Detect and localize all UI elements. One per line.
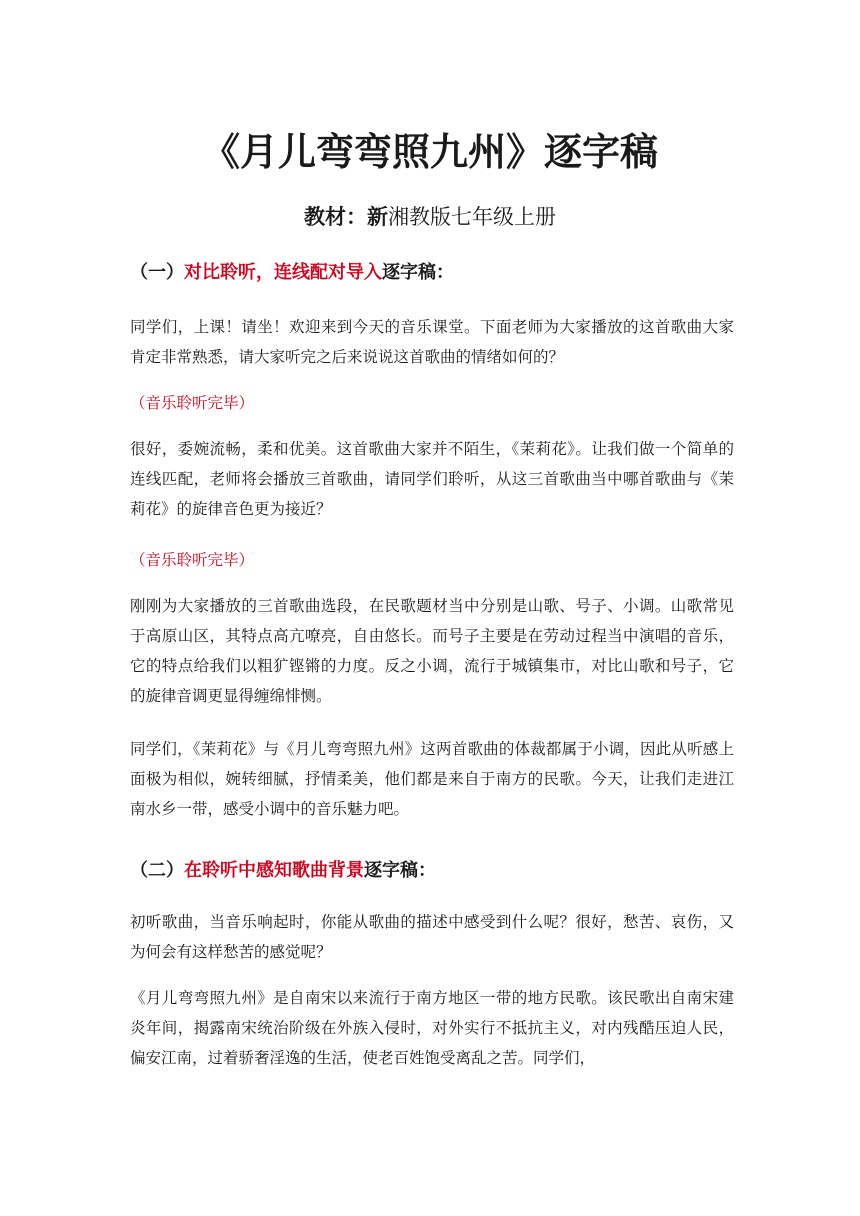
textbook-line (0, 200, 860, 234)
paragraph-3: 刚刚为大家播放的三首歌曲选段，在民歌题材当中分别是山歌、号子、小调。山歌常见于高原山区，其特点高亢嘹亮，自由悠长。而号子主要是在劳动过程当中演唱的音乐，它的特点给我们以粗犷铿锵的力度。反之小调，流行于城镇集市，对比山歌和号子，它的旋律音调更显得缠绵悱恻。 (130, 597, 734, 705)
section-2-prefix: （二） (130, 860, 184, 881)
paragraph-5: 初听歌曲，当音乐响起时，你能从歌曲的描述中感受到什么呢？很好，愁苦、哀伤，又为何会有这样愁苦的感觉呢？ (130, 913, 734, 961)
section-heading-2 (130, 857, 770, 885)
section-2-suffix: 逐字稿： (364, 860, 436, 881)
section-heading-1 (130, 259, 770, 287)
textbook-label: 教材：新 (304, 205, 388, 229)
paragraph-2: 很好，委婉流畅，柔和优美。这首歌曲大家并不陌生，《茉莉花》。让我们做一个简单的连线匹配，老师将会播放三首歌曲，请同学们聆听，从这三首歌曲当中哪首歌曲与《茉莉花》的旋律音色更为接近？ (130, 440, 734, 518)
document-title: 《月儿弯弯照九州》逐字稿 (201, 130, 658, 174)
music-note-1: （音乐聆听完毕） (130, 394, 255, 412)
paragraph-1: 同学们，上课！请坐！欢迎来到今天的音乐课堂。下面老师为大家播放的这首歌曲大家肯定非常熟悉，请大家听完之后来说说这首歌曲的情绪如何的？ (130, 318, 734, 366)
paragraph-6: 《月儿弯弯照九州》是自南宋以来流行于南方地区一带的地方民歌。该民歌出自南宋建炎年间，揭露南宋统治阶级在外族入侵时，对外实行不抵抗主义，对内残酷压迫人民，偏安江南，过着骄奢淫逸的生活，使老百姓饱受离乱之苦。同学们， (130, 989, 734, 1067)
paragraph-4: 同学们，《茉莉花》与《月儿弯弯照九州》这两首歌曲的体裁都属于小调，因此从听感上面极为相似，婉转细腻，抒情柔美，他们都是来自于南方的民歌。今天，让我们走进江南水乡一带，感受小调中的音乐魅力吧。 (130, 740, 734, 818)
section-2-highlight: 在聆听中感知歌曲背景 (184, 860, 364, 881)
section-1-suffix: 逐字稿： (382, 262, 454, 283)
music-note-2: （音乐聆听完毕） (130, 551, 255, 569)
section-1-highlight: 对比聆听，连线配对导入 (184, 262, 382, 283)
section-1-prefix: （一） (130, 262, 184, 283)
textbook-name: 湘教版七年级上册 (388, 205, 556, 229)
